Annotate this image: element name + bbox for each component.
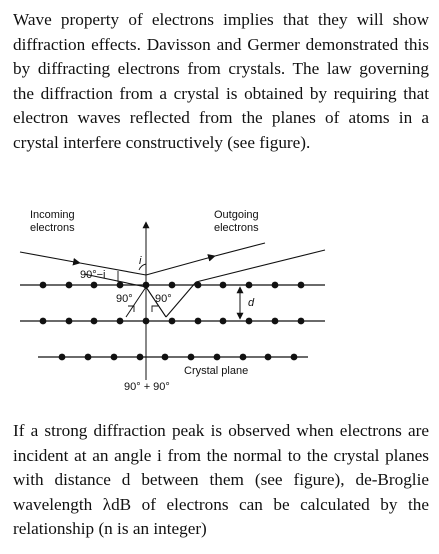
question-paragraph: If a strong diffraction peak is observed when electrons are incident at an angle i from the normal to the crystal planes with distance d between them (see figure), de-Broglie wavelength λdB of electrons can be calculated by the relationship (n is an integer) bbox=[13, 421, 429, 539]
spacing-label: d bbox=[248, 297, 255, 309]
outgoing-rays bbox=[146, 243, 325, 317]
angle-label-right: 90° bbox=[155, 293, 172, 305]
angle-label-i: i bbox=[139, 255, 142, 267]
intro-paragraph: Wave property of electrons implies that they will show diffraction effects. Davisson and Germer demonstrated this by diffracting electrons from crystals. The law governing the diffraction from a crystal is obtained by requiring that electron waves reflected from the planes of atoms in a crystal interfere constructively (see figure). bbox=[13, 10, 429, 152]
incoming-label: Incoming bbox=[30, 209, 75, 221]
angle-label-top: 90°−i bbox=[80, 269, 106, 281]
incoming-label-2: electrons bbox=[30, 222, 75, 234]
bottom-expression: 90° + 90° bbox=[124, 381, 170, 393]
outgoing-label-2: electrons bbox=[214, 222, 259, 234]
outgoing-label: Outgoing bbox=[214, 209, 259, 221]
crystal-plane-label: Crystal plane bbox=[184, 365, 249, 377]
angle-label-left: 90° bbox=[116, 293, 133, 305]
